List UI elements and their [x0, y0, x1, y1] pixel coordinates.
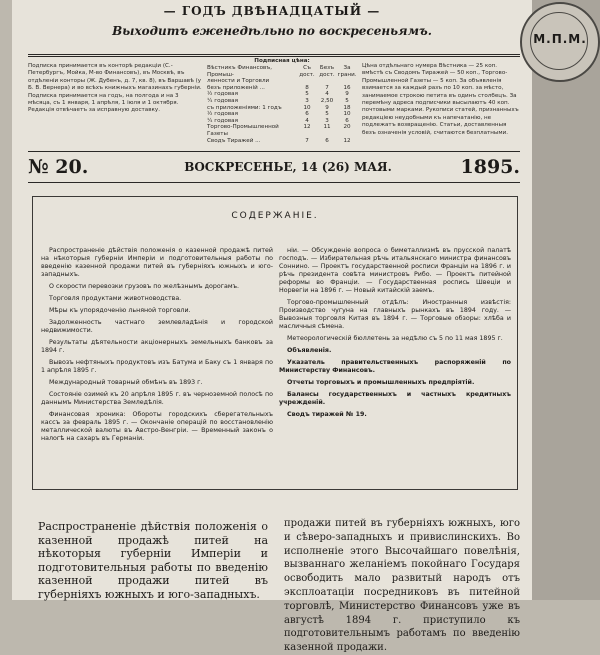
price-with-delivery: 8: [305, 84, 309, 91]
weekly-line: Выходитъ еженедѣльно по воскресеньямъ.: [112, 24, 432, 38]
contents-item: Метеорологическій бюллетень за недѣлю съ 5 по 11 мая 1895 г.: [287, 335, 503, 342]
price-without-delivery: 2,50: [320, 97, 334, 104]
price-label: Сводъ Тиражей ...: [207, 137, 261, 144]
price-label: ½ годовая: [207, 111, 238, 118]
price-without-delivery: 4: [325, 91, 329, 98]
price-row: [207, 111, 357, 118]
price-header: Подписная цѣна:: [254, 58, 310, 64]
price-with-delivery: 7: [305, 137, 309, 144]
price-label: Торгово-Промышленной Газеты: [207, 124, 279, 137]
price-abroad: За грани.: [337, 65, 357, 78]
price-with-delivery: [297, 78, 317, 85]
price-without-delivery: Безъ дост.: [319, 65, 335, 78]
price-with-delivery: 3: [305, 97, 309, 104]
price-without-delivery: 5: [325, 111, 329, 118]
subscription-left-text: Подписка принимается въ конторѣ редакціи (С.-Петербургъ, Мойка, М-во Финансовъ), въ Москвѣ, въ отдѣленіи конторы (Ж. Дубенъ, д. 7, кв. 8), въ Варшавѣ (у Б. В. Вернера) и во всѣхъ книжныхъ магазинахъ губерніи. Подписка принимается на годъ, на полгода и на 3 мѣсяца, съ 1 января, 1 апрѣля, 1 іюля и 1 октября. Редакція отвѣчаетъ за исправную доставку.: [28, 63, 202, 114]
price-label: ¼ годовая: [207, 117, 238, 124]
issue-date: ВОСКРЕСЕНЬЕ, 14 (26) МАЯ.: [184, 160, 392, 174]
rule-issue-top: [28, 151, 520, 152]
contents-item: Распространеніе дѣйствія положенія о казенной продажѣ питей на нѣкоторыя губерніи Имперіи и подготовительныя работы по введенію казенной продажи питей въ губерніяхъ южныхъ и юго-западныхъ.: [41, 247, 273, 278]
price-with-delivery: 4: [305, 117, 309, 124]
stamp-text: M.П.M.: [533, 32, 587, 46]
price-without-delivery: 6: [325, 137, 329, 144]
price-label: съ приложеніями: 1 годъ: [207, 104, 282, 111]
price-table: [207, 65, 357, 144]
price-row: [207, 65, 357, 78]
price-label: Вѣстникъ Финансовъ, Промыш-: [207, 65, 273, 78]
price-abroad: 6: [345, 117, 349, 124]
contents-item: Результаты дѣятельности акціонерныхъ земельныхъ банковъ за 1894 г.: [41, 339, 273, 354]
newspaper-page: [12, 0, 532, 654]
library-stamp: [520, 2, 600, 82]
issue-number: № 20.: [28, 156, 89, 178]
contents-item: Отчеты торговыхъ и промышленныхъ предпріятій.: [287, 379, 475, 386]
year-line: — ГОДЪ ДВѢНАДЦАТЫЙ —: [163, 4, 381, 18]
price-abroad: 12: [343, 137, 351, 144]
subscription-right-text: Цѣна отдѣльнаго нумера Вѣстника — 25 коп. вмѣстѣ съ Сводомъ Тиражей — 50 коп., Торгово-Промышленной Газеты — 5 коп. За объявленія взимается за каждый разъ по 10 коп. за мѣсто, занимаемое строкою петита въ одинъ столбецъ. За перемѣну адреса подписчики высылаютъ 40 коп. почтовыми марками. Рукописи статей, признанныхъ редакціею неудобными къ напечатанію, не подлежатъ возвращенію. Статьи, доставленныя безъ означенія условій, считаются безплатными.: [362, 63, 519, 136]
contents-item: Международный товарный обмѣнъ въ 1893 г.: [49, 379, 203, 386]
price-without-delivery: 9: [325, 104, 329, 111]
price-with-delivery: Съ дост.: [299, 65, 315, 78]
price-label: безъ приложеній ...: [207, 84, 265, 91]
contents-item: Торговля продуктами животноводства.: [49, 295, 182, 302]
issue-row: [28, 156, 520, 178]
price-label: ленности и Торговли: [207, 78, 270, 85]
contents-left-column: [41, 247, 273, 447]
contents-item: Объявленія.: [287, 347, 332, 354]
price-abroad: [337, 78, 357, 85]
price-without-delivery: 11: [323, 124, 331, 131]
rule-top-double: [28, 56, 520, 57]
price-row: [207, 78, 357, 85]
contents-item: Финансовая хроника: Обороты городскихъ сберегательныхъ кассъ за февраль 1895 г. — Окончаніе операцій по восстановленію металлической валюты въ Австро-Венгріи. — Временный законъ о налогѣ на сахаръ въ Германіи.: [41, 411, 273, 442]
price-row: [207, 138, 357, 145]
contents-box: [32, 196, 518, 490]
price-label: ½ годовая: [207, 91, 238, 98]
contents-title: СОДЕРЖАНІЕ.: [231, 211, 319, 221]
price-abroad: 20: [343, 124, 351, 131]
rule-top: [28, 54, 520, 55]
contents-item: Торгово-промышленный отдѣлъ: Иностранныя извѣстія: Производство чугуна на главныхъ рынкахъ въ 1894 году. — Вывозныя торговля Китая въ 1894 г. — Торговые обзоры: хлѣба и масличныя сѣмена.: [279, 299, 511, 330]
page-edge: [532, 0, 600, 600]
contents-item: Указатель правительственныхъ распоряженій по Министерству Финансовъ.: [279, 359, 511, 374]
rule-issue-bottom: [28, 182, 520, 183]
price-row: [207, 98, 357, 105]
price-abroad: 18: [343, 104, 351, 111]
contents-item: Задолженность частнаго землевладѣнія и городской недвижимости.: [41, 319, 273, 334]
price-row: [207, 91, 357, 98]
price-with-delivery: 12: [303, 124, 311, 131]
price-without-delivery: [317, 78, 337, 85]
issue-year: 1895.: [460, 156, 520, 178]
price-abroad: 9: [345, 91, 349, 98]
contents-item: Состояніе озимей къ 20 апрѣля 1895 г. въ черноземной полосѣ по даннымъ Министерства Земледѣлія.: [41, 391, 273, 406]
contents-item: ніи. — Обсужденіе вопроса о биметаллизмѣ въ прусской палатѣ господъ. — Избирательная рѣчь итальянскаго министра финансовъ Соннино. — Проектъ государственной росписи Франціи на 1896 г. и рѣчь президента совѣта министровъ Рибо. — Проектъ питейной реформы во Франціи. — Государственная роспись Швеціи и Норвегіи на 1896 г. — Новый китайскій заемъ.: [279, 247, 511, 294]
contents-item: Балансы государственныхъ и частныхъ кредитныхъ учрежденій.: [279, 391, 511, 406]
price-with-delivery: 5: [305, 91, 309, 98]
article-heading: Распространеніе дѣйствія положенія о казенной продажѣ питей на нѣкоторыя губерніи Имперіи и подготовительныя работы по введенію казенной продажи питей въ губерніяхъ южныхъ и юго-западныхъ.: [38, 520, 268, 601]
price-label: ¼ годовая: [207, 97, 238, 104]
contents-item: Вывозъ нефтяныхъ продуктовъ изъ Батума и Баку съ 1 января по 1 апрѣля 1895 г.: [41, 359, 273, 374]
price-with-delivery: 10: [303, 104, 311, 111]
subscription-prices: [207, 58, 357, 144]
contents-item: О скорости перевозки грузовъ по желѣзнымъ дорогамъ.: [49, 283, 240, 290]
article-text: продажи питей въ губерніяхъ южныхъ, юго и сѣверо-западныхъ и привислинскихъ. Во исполненіе этого Высочайшаго повелѣнія, вызваннаго желаніемъ покойнаго Государя освободить мало развитый народъ отъ эксплоатаціи посредниковъ въ питейной торговлѣ, Министерство Финансовъ уже въ августѣ 1894 г. приступило къ подготовительнымъ работамъ по введенію казенной продажи.: [284, 518, 520, 654]
price-row: [207, 124, 357, 137]
price-with-delivery: 6: [305, 111, 309, 118]
price-abroad: 16: [343, 84, 351, 91]
contents-item: Мѣры къ упорядоченію льняной торговли.: [49, 307, 191, 314]
contents-right-column: [279, 247, 511, 423]
price-abroad: 5: [345, 97, 349, 104]
price-without-delivery: 3: [325, 117, 329, 124]
price-without-delivery: 7: [325, 84, 329, 91]
price-abroad: 10: [343, 111, 351, 118]
contents-item: Сводъ тиражей № 19.: [287, 411, 367, 418]
